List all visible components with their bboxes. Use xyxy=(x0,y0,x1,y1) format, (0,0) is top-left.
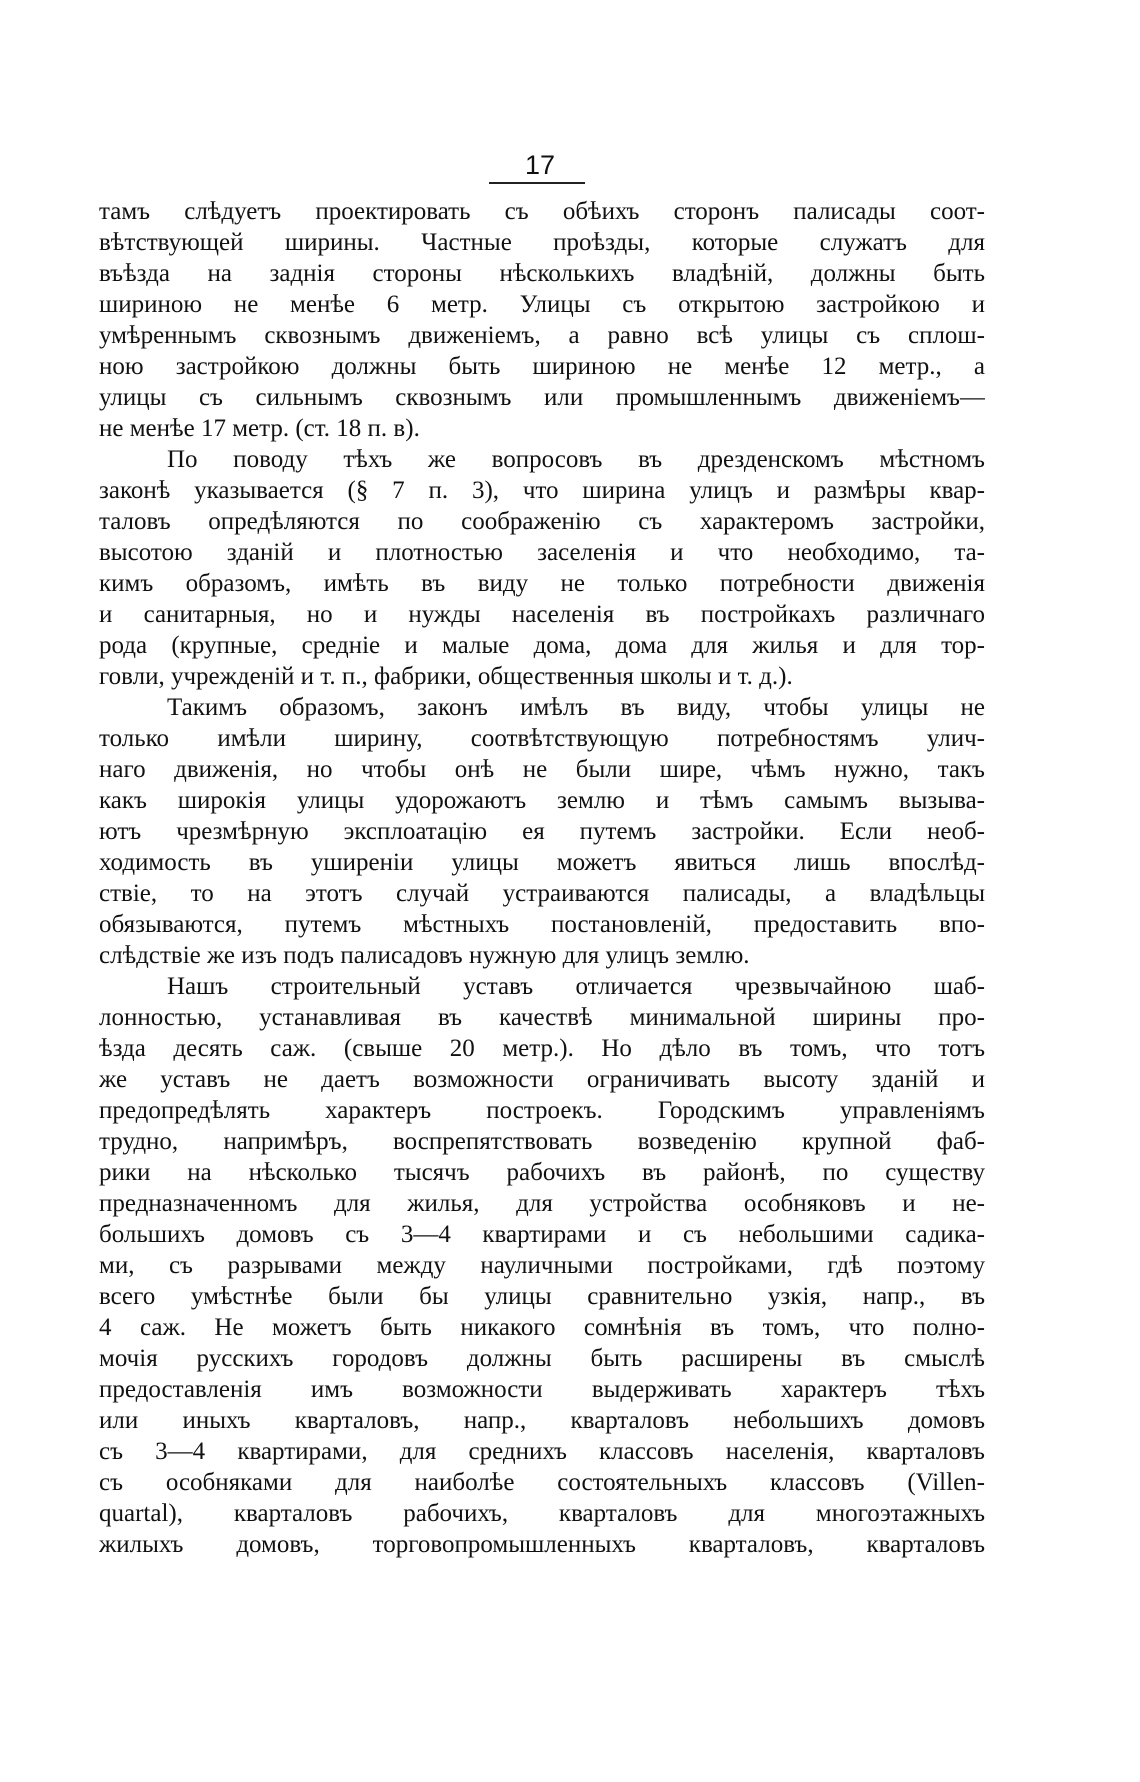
text-line: кимъ образомъ, имѣть въ виду не только потребности движенія xyxy=(99,570,985,597)
text-line: ходимость въ уширеніи улицы можетъ явиться лишь впослѣд- xyxy=(99,849,985,876)
text-line: только имѣли ширину, соотвѣтствующую потребностямъ улич- xyxy=(99,725,985,752)
text-line: ствіе, то на этотъ случай устраиваются палисады, а владѣльцы xyxy=(99,880,985,907)
text-line: рода (крупные, средніе и малые дома, дома для жилья и для тор- xyxy=(99,632,985,659)
text-line: ною застройкою должны быть шириною не менѣе 12 метр., а xyxy=(99,353,985,380)
text-line: наго движенія, но чтобы онѣ не были шире, чѣмъ нужно, такъ xyxy=(99,756,985,783)
paragraph-2 xyxy=(99,444,985,692)
text-line: шириною не менѣе 6 метр. Улицы съ открытою застройкою и xyxy=(99,291,985,318)
text-line: жилыхъ домовъ, торговопромышленныхъ кварталовъ, кварталовъ xyxy=(99,1531,985,1558)
body-text xyxy=(99,196,985,1560)
text-line: предопредѣлять характеръ построекъ. Городскимъ управленіямъ xyxy=(99,1097,985,1124)
text-line: большихъ домовъ съ 3—4 квартирами и съ небольшими садика- xyxy=(99,1221,985,1248)
text-line: или иныхъ кварталовъ, напр., кварталовъ небольшихъ домовъ xyxy=(99,1407,985,1434)
page-number: 17 xyxy=(524,150,556,180)
text-line: ѣзда десять саж. (свыше 20 метр.). Но дѣло въ томъ, что тотъ xyxy=(99,1035,985,1062)
text-line: говли, учрежденій и т. п., фабрики, общественныя школы и т. д.). xyxy=(99,663,793,690)
text-line: ютъ чрезмѣрную эксплоатацію ея путемъ застройки. Если необ- xyxy=(99,818,985,845)
text-line: не менѣе 17 метр. (ст. 18 п. в). xyxy=(99,415,420,442)
text-line: съ 3—4 квартирами, для среднихъ классовъ населенія, кварталовъ xyxy=(99,1438,985,1465)
paragraph-3 xyxy=(99,692,985,971)
text-line: предназначенномъ для жилья, для устройства особняковъ и не- xyxy=(99,1190,985,1217)
page-number-rule xyxy=(489,182,585,184)
text-line: умѣреннымъ сквознымъ движеніемъ, а равно всѣ улицы съ сплош- xyxy=(99,322,985,349)
text-line: ми, съ разрывами между науличными постройками, гдѣ поэтому xyxy=(99,1252,985,1279)
text-line: съ особняками для наиболѣе состоятельныхъ классовъ (Villen- xyxy=(99,1469,985,1496)
text-line: всего умѣстнѣе были бы улицы сравнительно узкія, напр., въ xyxy=(99,1283,985,1310)
text-line: Нашъ строительный уставъ отличается чрезвычайною шаб- xyxy=(167,973,985,1000)
text-line: высотою зданій и плотностью заселенія и что необходимо, та- xyxy=(99,539,985,566)
text-line: предоставленія имъ возможности выдерживать характеръ тѣхъ xyxy=(99,1376,985,1403)
paragraph-4 xyxy=(99,971,985,1560)
text-line: и санитарныя, но и нужды населенія въ постройкахъ различнаго xyxy=(99,601,985,628)
text-line: трудно, напримѣръ, воспрепятствовать возведенію крупной фаб- xyxy=(99,1128,985,1155)
text-line: вѣтствующей ширины. Частные проѣзды, которые служатъ для xyxy=(99,229,985,256)
text-line: законѣ указывается (§ 7 п. 3), что ширина улицъ и размѣры квар- xyxy=(99,477,985,504)
text-line: обязываются, путемъ мѣстныхъ постановленій, предоставить впо- xyxy=(99,911,985,938)
text-line: улицы съ сильнымъ сквознымъ или промышленнымъ движеніемъ— xyxy=(99,384,985,411)
text-line: таловъ опредѣляются по соображенію съ характеромъ застройки, xyxy=(99,508,985,535)
text-line: рики на нѣсколько тысячъ рабочихъ въ районѣ, по существу xyxy=(99,1159,985,1186)
text-line: quartal), кварталовъ рабочихъ, кварталовъ для многоэтажныхъ xyxy=(99,1500,985,1527)
text-line: же уставъ не даетъ возможности ограничивать высоту зданій и xyxy=(99,1066,985,1093)
text-line: тамъ слѣдуетъ проектировать съ обѣихъ сторонъ палисады соот- xyxy=(99,198,985,225)
text-line: слѣдствіе же изъ подъ палисадовъ нужную для улицъ землю. xyxy=(99,942,750,969)
text-line: въѣзда на заднія стороны нѣсколькихъ владѣній, должны быть xyxy=(99,260,985,287)
text-line: По поводу тѣхъ же вопросовъ въ дрезденскомъ мѣстномъ xyxy=(167,446,985,473)
text-line: 4 саж. Не можетъ быть никакого сомнѣнія въ томъ, что полно- xyxy=(99,1314,985,1341)
text-line: какъ широкія улицы удорожаютъ землю и тѣмъ самымъ вызыва- xyxy=(99,787,985,814)
text-line: Такимъ образомъ, законъ имѣлъ въ виду, чтобы улицы не xyxy=(167,694,985,721)
paragraph-1 xyxy=(99,196,985,444)
text-line: мочія русскихъ городовъ должны быть расширены въ смыслѣ xyxy=(99,1345,985,1372)
text-line: лонностью, устанавливая въ качествѣ минимальной ширины про- xyxy=(99,1004,985,1031)
